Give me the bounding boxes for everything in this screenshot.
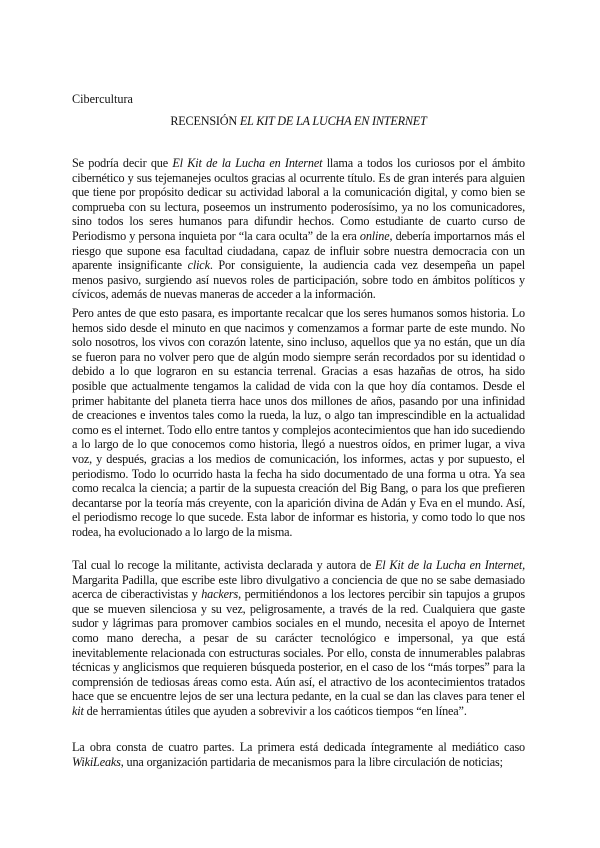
italic-run: El Kit de la Lucha en Internet, <box>375 558 525 572</box>
text-run: debería importarnos más el riesgo que supone esa facultad ciudadana, capaz de influir sobre nuestra democracia con un aparente insignificante <box>72 228 526 273</box>
text-run: , una organización partidaria de mecanismos para la libre circulación de noticias; <box>120 754 503 769</box>
italic-run: El Kit de la Lucha en Internet <box>172 156 323 170</box>
text-run: de herramientas útiles que ayuden a sobrevivir a los caóticos tiempos “en línea”. <box>83 703 467 718</box>
title-book-name: EL KIT DE LA LUCHA EN INTERNET <box>239 114 427 128</box>
text-run: La obra consta de cuatro partes. La primera está dedicada íntegramente al mediático caso <box>72 740 525 754</box>
section-label: Cibercultura <box>72 92 133 106</box>
text-run: Tal cual lo recoge la militante, activista declarada y autora de <box>72 558 375 572</box>
paragraph-4 <box>72 740 525 769</box>
italic-run: WikiLeaks <box>72 754 121 769</box>
text-run: , permitiéndonos a los lectores percibir sin tapujos a grupos que se mueven silenciosa y su vez, peligrosamente, a través de la red. Cualquiera que gaste sudor y lágrimas para promover cambios sociales en el mundo, necesita el apoyo de Internet como mano derecha, a pesar de su carácter tecnológico e impersonal, ya que está inevitablemente relacionada con estructuras sociales. Por ello, consta de innumerables palabras técnicas y anglicismos que requieren búsqueda posterior, en el caso de los “más torpes” para la comprensión de tediosas áreas como esta. Aún así, el atractivo de los acontecimientos tratados hace que se encuentre lejos de ser una lectura pedante, en la cual se dan las claves para tener el <box>72 587 525 704</box>
paragraph-1 <box>72 156 525 302</box>
review-title <box>72 114 525 129</box>
title-prefix: RECENSIÓN <box>170 114 240 128</box>
text-run: Se podría decir que <box>72 156 173 170</box>
paragraph-2 <box>72 306 525 540</box>
text-run: Pero antes de que esto pasara, es importante recalcar que los seres humanos somos historia. Lo hemos sido desde el minuto en que nacimos y comenzamos a formar parte de este mundo. No solo nosotros, los vivos con corazón latente, sino incluso, aquellos que ya no están, que un día se fueron para no volver pero que de algún modo siempre serán recordados por su identidad o debido a lo que lograron en su estancia terrenal. Gracias a esas hazañas de otros, ha sido posible que actualmente tengamos la calidad de vida con la que hoy día contamos. Desde el primer habitante del planeta tierra hace unos dos millones de años, pasando por una infinidad de creaciones e inventos tales como la rueda, la luz, o algo tan imprescindible en la actualidad como es el internet. Todo ello entre tantos y complejos acontecimientos que han ido sucediendo a lo largo de lo que conocemos como historia, llegó a nuestros oídos, en primer lugar, a viva voz, y después, gracias a los medios de comunicación, los informes, actas y por supuesto, el periodismo. Todo lo ocurrido hasta la fecha ha sido documentado de una forma u otra. Ya sea como recalca la ciencia; a partir de la supuesta creación del Big Bang, o para los que prefieren decantarse por la teoría más creyente, con la aparición divina de Adán y Eva en el mundo. Así, el periodismo recoge lo que sucede. Esta labor de informar es historia, y como todo lo que nos rodea, ha evolucionado a lo largo de la misma. <box>72 306 525 539</box>
italic-run: hackers <box>201 587 239 602</box>
text-run: Margarita Padilla, que escribe este libro divulgativo a conciencia de que no se sabe demasiado acerca de ciberactivistas y <box>72 572 525 602</box>
text-run: . Por consiguiente, la audiencia cada vez desempeña un papel menos pasivo, surgiendo así nuevos roles de participación, sobre todo en ámbitos políticos y cívicos, además de nuevas maneras de acceder a la información. <box>72 258 525 302</box>
italic-run: kit <box>72 703 84 718</box>
paragraph-3 <box>72 558 525 719</box>
italic-run: click <box>187 258 210 273</box>
italic-run: online, <box>359 228 393 243</box>
text-run: llama a todos los curiosos por el ámbito cibernético y sus tejemanejes ocultos gracias al ocurrente título. Es de gran interés para alguien que tiene por propósito dedicar su actividad laboral a la comunicación digital, y como bien se comprueba con su lectura, poseemos un instrumento poderosísimo, ya no los comunicadores, sino todos los seres humanos para difundir hechos. Como estudiante de cuarto curso de Periodismo y persona inquieta por “la cara oculta” de la era <box>72 156 525 243</box>
